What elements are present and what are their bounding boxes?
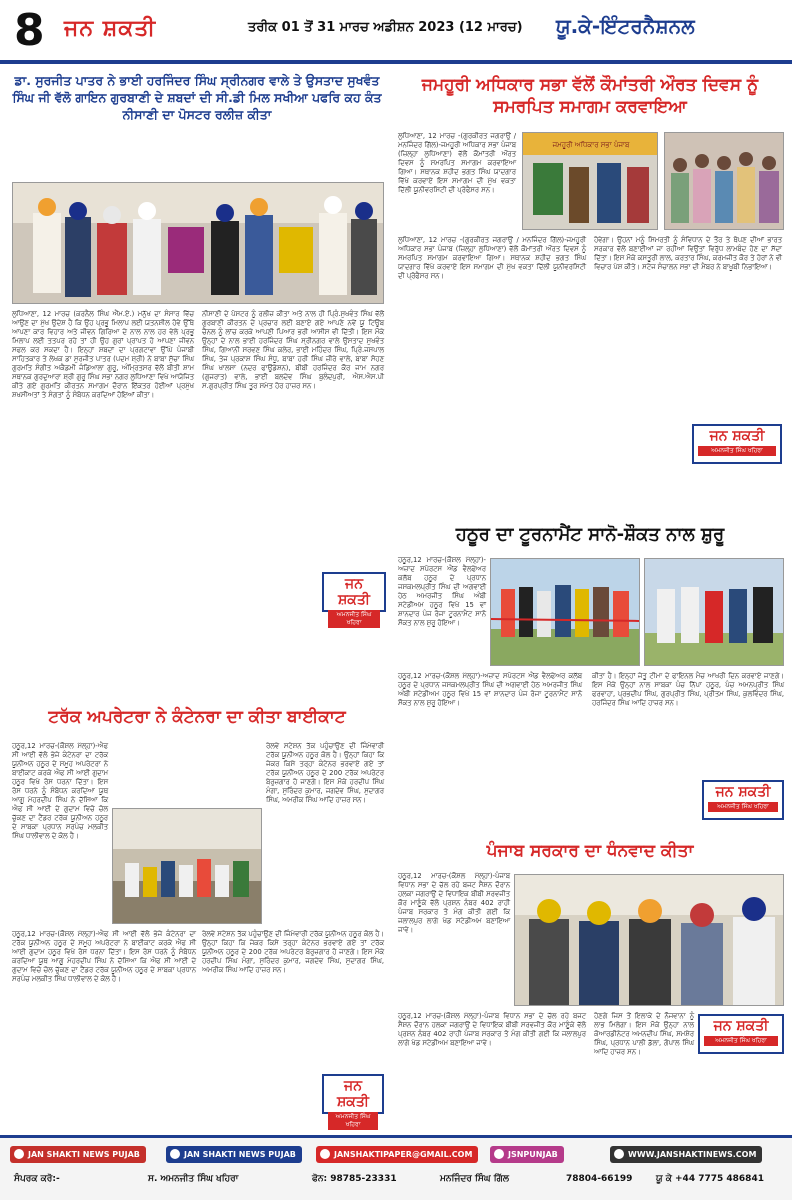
footer-youtube[interactable]: JAN SHAKTI NEWS PUJAB: [10, 1146, 146, 1163]
story-4-body-col-3: ਹਠੂਰ,12 ਮਾਰਚ-(ਕੌਸ਼ਲ ਮੱਲ੍ਹਾ)-ਐਫ ਸੀ ਆਈ ਵੱਲੋ ਭੇਜੇ ਕੰਟੇਨਰਾ ਦਾ ਟਰੱਕ ਯੂਨੀਅਨ ਹਠੂਰ ਦੇ ਸਮੂਹ ਅਪਰੇਟਰਾ ਨੇ ਬਾਈਕਾਟ ਕਰਕੇ ਐਫ ਸੀ ਆਈ ਗੁਦਾਮ ਹਠੂਰ ਵਿਖੇ ਰੋਸ ਧਰਨਾ ਦਿੱਤਾ। ਇਸ ਰੋਸ ਧਰਨੇ ਨੂੰ ਸੰਬੋਧਨ ਕਰਦਿਆ ਯੂਥ ਆਗੂ ਮੇਹਰਦੀਪ ਸਿੰਘ ਨੇ ਦੱਸਿਆ ਕਿ ਐਫ ਸੀ ਆਈ ਦੇ ਗੁਦਾਮ ਵਿਚੋ ਚੋਲ ਚੁੱਕਣ ਦਾ ਟੈਂਡਰ ਟਰੱਕ ਯੂਨੀਅਨ ਹਠੂਰ ਦੇ ਸਾਬਕਾ ਪ੍ਰਧਾਨ ਸਰਪੰਚ ਮਲਕੀਤ ਸਿੰਘ ਧਾਲੀਵਾਲ ਦੇ ਕੋਲ ਹੈ।: [12, 930, 196, 983]
story-4-headline: ਟਰੱਕ ਅਪਰੇਟਰਾ ਨੇ ਕੰਟੇਨਰਾ ਦਾ ਕੀਤਾ ਬਾਈਕਾਟ: [48, 707, 346, 727]
story-1-body-col-2: ਨੀਸਾਣੀ ਦੇ ਪੋਸਟਰ ਨੂੰ ਰਲੀਜ਼ ਕੀਤਾ ਅਤੇ ਨਾਲ ਹੀ ਪ੍ਰਿੰ.ਸੁਖਵੰਤ ਸਿੰਘ ਵੱਲੋਂ ਗੁਰਬਾਣੀ ਕੀਰਤਨ ਦੇ ਪ੍ਰਚਾਰ ਲਈ ਬਣਾਏ ਗਏ ਆਪਣੇ ਨਵੇਂ ਯੂ ਟਿਊਬ ਚੈਨਲ ਨੂੰ ਲਾਂਚ ਕਰਕੇ ਆਪਣੀ ਪਿਆਰ ਭਰੀ ਆਸੀਸ ਵੀ ਦਿੱਤੀ। ਇਸ ਮੌਕੇ ਉਨ੍ਹਾਂ ਦੇ ਨਾਲ ਭਾਈ ਹਰਜਿੰਦਰ ਸਿੰਘ ਸ੍ਰੀਨਗਰ ਵਾਲੇ ਉਸਤਾਦ ਸੁਖਵੰਤ ਸਿੰਘ, ਗਿਆਨੀ ਸਰਵਣ ਸਿੰਘ ਕਲੇਰ, ਭਾਈ ਮਹਿੰਦਰ ਸਿੰਘ, ਪ੍ਰਿੰ.ਜਸਪਾਲ ਸਿੰਘ, ਤੇਜ ਪ੍ਰਕਾਸ਼ ਸਿੰਘ ਸੰਧੂ, ਬਾਬਾ ਹਰੀ ਸਿੰਘ ਜ਼ੀਰੇ ਵਾਲੇ, ਬਾਬਾ ਸੋਹਣ ਸਿੰਘ ਖਾਲਸਾ (ਨਦਰ ਫਾਊਂਡੇਸ਼ਨ), ਬੀਬੀ ਹਰਜਿੰਦਰ ਕੌਰ ਜਾਮ ਨਗਰ (ਗੁਜਰਾਤ) ਵਾਲੇ, ਭਾਈ ਬਲਦੇਵ ਸਿੰਘ ਬੁਲੰਦਪੁਰੀ, ਐਸ.ਐਸ.ਪੀ ਸ.ਗੁਰਪ੍ਰੀਤ ਸਿੰਘ ਤੂਰ ਸਮੇਤ ਹੋਰ ਹਾਜ਼ਰ ਸਨ।: [202, 310, 384, 390]
edition-dateline: ਤਰੀਕ 01 ਤੋਂ 31 ਮਾਰਚ ਅਡੀਸ਼ਨ 2023 (12 ਮਾਰਚ): [248, 20, 523, 35]
footer-uk-phone: ਯੂ ਕੇ +44 7775 486841: [656, 1174, 764, 1184]
email-icon: [320, 1149, 330, 1159]
svg-text:ਜਮਹੂਰੀ ਅਧਿਕਾਰ ਸਭਾ ਪੰਜਾਬ: ਜਮਹੂਰੀ ਅਧਿਕਾਰ ਸਭਾ ਪੰਜਾਬ: [552, 141, 630, 149]
story-4-body-col-4: ਰੇਲਵੇ ਸਟੇਸ਼ਨ ਤੱਕ ਪਹੁੰਚਾਉਣ ਦੀ ਜਿੰਮੇਵਾਰੀ ਟਰੱਕ ਯੂਨੀਅਨ ਹਠੂਰ ਕੋਲ ਹੈ। ਉਨ੍ਹਾਂ ਕਿਹਾ ਕਿ ਜੇਕਰ ਕਿਸੇ ਤਰ੍ਹਾ ਕੰਟੇਨਰ ਭਰਵਾਏ ਗਏ ਤਾਂ ਟਰੱਕ ਯੂਨੀਅਨ ਹਠੂਰ ਦੇ 200 ਟਰੱਕ ਅਪਰੇਟਰ ਬੇਰੁਜ਼ਗਾਰ ਹੋ ਜਾਣਗੇ। ਇਸ ਮੌਕੇ ਹਰਦੀਪ ਸਿੰਘ ਮੰਗਾ, ਸੁਰਿੰਦਰ ਕੁਮਾਰ, ਜਗਦੇਵ ਸਿੰਘ, ਸੁਦਾਗਰ ਸਿੰਘ, ਅਮਰੀਕ ਸਿੰਘ ਆਦਿ ਹਾਜ਼ਰ ਸਨ।: [202, 930, 384, 974]
story-patar-cd-release: [10, 72, 384, 123]
story-5-headline: ਪੰਜਾਬ ਸਰਕਾਰ ਦਾ ਧੰਨਵਾਦ ਕੀਤਾ: [486, 841, 694, 861]
story-3-body-col-2: ਹਠੂਰ,12 ਮਾਰਚ-(ਕੌਸ਼ਲ ਮੱਲ੍ਹਾ)-ਅਜ਼ਾਦ ਸਪੋਰਟਸ ਐਂਡ ਵੈਲਫੇਅਰ ਕਲੱਬ ਹਠੂਰ ਦੇ ਪ੍ਰਧਾਨ ਜਸਕਮਲਪ੍ਰੀਤ ਸਿੰਘ ਦੀ ਅਗਵਾਈ ਹੇਠ ਅਮਰਜੀਤ ਸਿੰਘ ਅੰਬੀ ਸਟੇਡੀਅਮ ਹਠੂਰ ਵਿਖੇ 15 ਵਾਂ ਸ਼ਾਨਦਾਰ ਪੰਜ ਰੋਜਾ ਟੂਰਨਾਮੈਂਟ ਸਾਨੋ ਸੌਕਤ ਨਾਲ ਸ਼ੁਰੂ ਹੋਇਆ।: [398, 672, 582, 707]
event-photo-women-seminar: [522, 132, 658, 230]
story-3-body-col-1: ਹਠੂਰ,12 ਮਾਰਚ-(ਕੌਸ਼ਲ ਮੱਲ੍ਹਾ)-ਅਜ਼ਾਦ ਸਪੋਰਟਸ ਐਂਡ ਵੈਲਫੇਅਰ ਕਲੱਬ ਹਠੂਰ ਦੇ ਪ੍ਰਧਾਨ ਜਸਕਮਲਪ੍ਰੀਤ ਸਿੰਘ ਦੀ ਅਗਵਾਈ ਹੇਠ ਅਮਰਜੀਤ ਸਿੰਘ ਅੰਬੀ ਸਟੇਡੀਅਮ ਹਠੂਰ ਵਿਖੇ 15 ਵਾਂ ਸ਼ਾਨਦਾਰ ਪੰਜ ਰੋਜਾ ਟੂਰਨਾਮੈਂਟ ਸਾਨੋ ਸੌਕਤ ਨਾਲ ਸ਼ੁਰੂ ਹੋਇਆ।: [398, 556, 486, 627]
event-photo-tournament-2: [644, 558, 784, 666]
story-punjab-thanks: [398, 840, 782, 862]
youtube-icon: [14, 1149, 24, 1159]
jan-shakti-badge-5: ਜਨ ਸ਼ਕਤੀ ਅਮਨਜੀਤ ਸਿੰਘ ਖਹਿਰਾ: [698, 1014, 784, 1054]
event-photo-tournament: [490, 558, 640, 666]
event-photo-truck-protest: [112, 808, 262, 924]
jan-shakti-badge-2: ਜਨ ਸ਼ਕਤੀ ਅਮਨਜੀਤ ਸਿੰਘ ਖਹਿਰਾ: [692, 424, 782, 464]
story-2-body-col-2: ਲੁਧਿਆਣਾ, 12 ਮਾਰਚ -(ਗੁਰਕੀਰਤ ਜਗਰਾਉਂ / ਮਨਜਿੰਦਰ ਗਿੱਲ)-ਜਮਹੂਰੀ ਅਧਿਕਾਰ ਸਭਾ ਪੰਜਾਬ (ਜ਼ਿਲ੍ਹਾ ਲੁਧਿਆਣਾ) ਵੱਲੋਂ ਕੌਮਾਂਤਰੀ ਔਰਤ ਦਿਵਸ ਨੂੰ ਸਮਰਪਿਤ ਸਮਾਗਮ ਕਰਵਾਇਆ ਗਿਆ। ਸਥਾਨਕ ਸ਼ਹੀਦ ਭਗਤ ਸਿੰਘ ਯਾਦਗਾਰ ਵਿੱਖੇ ਕਰਵਾਏ ਇਸ ਸਮਾਗਮ ਦੀ ਮੁੱਖ ਵਕਤਾ ਦਿੱਲੀ ਯੂਨੀਵਰਸਿਟੀ ਦੀ ਪ੍ਰੋਫੈਸਰ ਸਨ।: [398, 236, 586, 280]
section-title: ਯੂ.ਕੇ-ਇੰਟਰਨੈਸ਼ਨਲ: [556, 14, 695, 38]
footer-email[interactable]: JANSHAKTIPAPER@GMAIL.COM: [316, 1146, 478, 1163]
jan-shakti-badge-3: ਜਨ ਸ਼ਕਤੀ ਅਮਨਜੀਤ ਸਿੰਘ ਖਹਿਰਾ: [702, 780, 784, 820]
event-photo-punjab-thanks: [514, 874, 784, 1006]
globe-icon: [614, 1149, 624, 1159]
footer-phone-2: 78804-66199: [566, 1174, 633, 1184]
story-4-body-col-2: ਰੇਲਵੇ ਸਟੇਸ਼ਨ ਤੱਕ ਪਹੁੰਚਾਉਣ ਦੀ ਜਿੰਮੇਵਾਰੀ ਟਰੱਕ ਯੂਨੀਅਨ ਹਠੂਰ ਕੋਲ ਹੈ। ਉਨ੍ਹਾਂ ਕਿਹਾ ਕਿ ਜੇਕਰ ਕਿਸੇ ਤਰ੍ਹਾ ਕੰਟੇਨਰ ਭਰਵਾਏ ਗਏ ਤਾਂ ਟਰੱਕ ਯੂਨੀਅਨ ਹਠੂਰ ਦੇ 200 ਟਰੱਕ ਅਪਰੇਟਰ ਬੇਰੁਜ਼ਗਾਰ ਹੋ ਜਾਣਗੇ। ਇਸ ਮੌਕੇ ਹਰਦੀਪ ਸਿੰਘ ਮੰਗਾ, ਸੁਰਿੰਦਰ ਕੁਮਾਰ, ਜਗਦੇਵ ਸਿੰਘ, ਸੁਦਾਗਰ ਸਿੰਘ, ਅਮਰੀਕ ਸਿੰਘ ਆਦਿ ਹਾਜ਼ਰ ਸਨ।: [266, 742, 384, 804]
story-1-body-col-1: ਲੁਧਿਆਣਾ, 12 ਮਾਰਚ (ਕਰਨੈਲ ਸਿੰਘ ਐੱਮ.ਏ.) ਮਨੁੱਖ ਦਾ ਸੰਸਾਰ ਵਿੱਚ ਆਉਣ ਦਾ ਮੁੱਖ ਉਦੇਸ਼ ਹੈ ਕਿ ਉਹ ਪ੍ਰਭੂ ਮਿਲਾਪ ਲਈ ਯਤਨਸ਼ੀਲ ਹੋਵੇ ਉੱਥੇ ਆਪਣਾ ਕਾਰ ਵਿਹਾਰ ਅਤੇ ਜੀਵਨ ਗਿਰਿਆ ਦੇ ਨਾਲ ਨਾਲ ਹਰ ਵੇਲੇ ਪ੍ਰਭੂ ਮਿਲਾਪ ਲਈ ਤਤਪਰ ਰਹੇ ਤਾਂ ਹੀ ਉਹ ਗੁਰਾਂ ਪ੍ਰਾਪਤ ਹੋ ਆਪਣਾ ਜੀਵਨ ਸਫਲ ਕਰ ਸਕਦਾ ਹੈ। ਇਨ੍ਹਾਂ ਸ਼ਬਦਾਂ ਦਾ ਪ੍ਰਗਟਾਵਾ ਉੱਘੇ ਪੰਜਾਬੀ ਸਾਹਿਤਕਾਰ ਤੇ ਲੇਖਕ ਡਾ ਸੁਰਜੀਤ ਪਾਤਰ (ਪਦਮ ਸ਼੍ਰੀ) ਨੇ ਬਾਬਾ ਸੁੱਚਾ ਸਿੰਘ ਗੁਰਮਤਿ ਸੰਗੀਤ ਅਕੈਡਮੀ ਜੰਡਿਆਲਾ ਗੁਰੂ, ਅੰਮ੍ਰਿਤਸਰ ਵੱਲੋਂ ਬੀਤੀ ਸ਼ਾਮ ਸਥਾਨਕ ਗੁਰਦੁਆਰਾ ਸ਼੍ਰੀ ਗੁਰੂ ਸਿੰਘ ਸਭਾ ਨਗਰ ਲੁਧਿਆਣਾ ਵਿਖੇ ਆਯੋਜਿਤ ਕੀਤੇ ਗਏ ਗੁਰਮਤਿ ਕੀਰਤਨ ਸਮਾਗਮ ਦੌਰਾਨ ਇੱਕਤਰ ਹੋਈਆਂ ਪ੍ਰਮੁੱਖ ਸ਼ਖਸੀਅਤਾਂ ਤੇ ਸੰਗਤਾਂ ਨੂੰ ਸੰਬੋਧਨ ਕਰਦਿਆਂ ਹੋਇਆਂ ਕੀਤਾ।: [12, 310, 194, 399]
story-2-body-col-3: ਹੋਵੇਗਾ। ਉਹਨਾਂ ਮਨੂੰ ਸਿਮਰਤੀ ਨੂੰ ਸੰਵਿਧਾਨ ਦੇ ਤੌਰ ਤੇ ਥੋਪਣ ਦੀਆਂ ਭਾਰਤ ਸਰਕਾਰ ਵੱਲੋਂ ਬਣਾਈਆਂ ਜਾ ਰਹੀਆਂ ਵਿਉਂਤਾਂ ਵਿਰੁੱਧ ਲਾਮਬੰਦ ਹੋਣ ਦਾ ਸੱਦਾ ਦਿੱਤਾ। ਇਸ ਮੌਕੇ ਕਸਤੂਰੀ ਲਾਲ, ਕਰਤਾਰ ਸਿੰਘ, ਕਰਮਜੀਤ ਕੌਰ ਤੇ ਹੋਰਾਂ ਨੇ ਵੀ ਵਿਚਾਰ ਪੇਸ਼ ਕੀਤੇ। ਸਟੇਜ ਸੰਚਾਲਨ ਸਭਾ ਦੀ ਮੈਂਬਰ ਨੇ ਬਾਖੂਬੀ ਨਿਭਾਇਆ।: [594, 236, 782, 271]
event-photo-women-audience: [664, 132, 784, 230]
story-5-body-col-1: ਹਠੂਰ,12 ਮਾਰਚ-(ਕੌਸ਼ਲ ਮੱਲ੍ਹਾ)-ਪੰਜਾਬ ਵਿਧਾਨ ਸਭਾ ਦੇ ਚੱਲ ਰਹੇ ਬਜਟ ਸੈਸ਼ਨ ਦੌਰਾਨ ਹਲਕਾ ਜਗਰਾਉਂ ਦੇ ਵਿਧਾਇਕ ਬੀਬੀ ਸਰਵਜੀਤ ਕੌਰ ਮਾਣੂੰਕੇ ਵੱਲੋ ਪ੍ਰਸ਼ਨ ਨੰਬਰ 402 ਰਾਹੀ ਪੰਜਾਬ ਸਰਕਾਰ ਤੋ ਮੰਗ ਕੀਤੀ ਗਈ ਕਿ ਜਲਾਲਪੁਰ ਲਾਗੇ ਖੇਡ ਸਟੇਡੀਅਮ ਬਣਾਇਆ ਜਾਵੇ।: [398, 872, 510, 934]
story-5-body-col-2: ਹਠੂਰ,12 ਮਾਰਚ-(ਕੌਸ਼ਲ ਮੱਲ੍ਹਾ)-ਪੰਜਾਬ ਵਿਧਾਨ ਸਭਾ ਦੇ ਚੱਲ ਰਹੇ ਬਜਟ ਸੈਸ਼ਨ ਦੌਰਾਨ ਹਲਕਾ ਜਗਰਾਉਂ ਦੇ ਵਿਧਾਇਕ ਬੀਬੀ ਸਰਵਜੀਤ ਕੌਰ ਮਾਣੂੰਕੇ ਵੱਲੋ ਪ੍ਰਸ਼ਨ ਨੰਬਰ 402 ਰਾਹੀ ਪੰਜਾਬ ਸਰਕਾਰ ਤੋ ਮੰਗ ਕੀਤੀ ਗਈ ਕਿ ਜਲਾਲਪੁਰ ਲਾਗੇ ਖੇਡ ਸਟੇਡੀਅਮ ਬਣਾਇਆ ਜਾਵੇ।: [398, 1012, 586, 1047]
facebook-icon: [170, 1149, 180, 1159]
story-1-headline: ਡਾ. ਸੁਰਜੀਤ ਪਾਤਰ ਨੇ ਭਾਈ ਹਰਜਿੰਦਰ ਸਿੰਘ ਸ੍ਰੀਨਗਰ ਵਾਲੇ ਤੇ ਉਸਤਾਦ ਸੁਖਵੰਤ ਸਿੰਘ ਜੀ ਵੱਲੋ ਗਾਇਨ ਗੁਰਬਾਣੀ ਦੇ ਸ਼ਬਦਾਂ ਦੀ ਸੀ.ਡੀ ਮਿਲ ਸਖੀਆ ਪਫਰਿ ਕਹ ਕੰਤ ਨੀਸਾਣੀ ਦਾ ਪੋਸਟਰ ਰਲੀਜ਼ ਕੀਤਾ: [12, 73, 382, 122]
instagram-icon: [494, 1149, 504, 1159]
story-3-headline: ਹਠੂਰ ਦਾ ਟੂਰਨਾਮੈਂਟ ਸਾਨੋ-ਸ਼ੌਕਤ ਨਾਲ ਸ਼ੁਰੂ: [455, 524, 725, 545]
page-footer: [0, 1135, 792, 1200]
footer-facebook[interactable]: JAN SHAKTI NEWS PUJAB: [166, 1146, 302, 1163]
story-2-headline: ਜਮਹੂਰੀ ਅਧਿਕਾਰ ਸਭਾ ਵੱਲੋਂ ਕੌਮਾਂਤਰੀ ਔਰਤ ਦਿਵਸ ਨੂੰ ਸਮਰਪਿਤ ਸਮਾਗਮ ਕਰਵਾਇਆ: [421, 75, 759, 117]
story-truck-boycott: [10, 706, 384, 728]
jan-shakti-badge-4: ਜਨ ਸ਼ਕਤੀ ਅਮਨਜੀਤ ਸਿੰਘ ਖਹਿਰਾ: [322, 1074, 384, 1114]
masthead-logo: ਜਨ ਸ਼ਕਤੀ: [64, 16, 157, 41]
story-3-body-col-3: ਕੀਤਾ ਹੈ। ਇਨ੍ਹਾਂ ਜੇਤੂ ਟੀਮਾ ਦੇ ਫਾਇਨਲ ਮੈਚ ਆਖਰੀ ਦਿਨ ਕਰਵਾਏ ਜਾਣਗੇ। ਇਸ ਮੌਕੇ ਉਨ੍ਹਾਂ ਨਾਲ ਸਾਬਕਾ ਪੰਚ ਨਿੱਪਾ ਹਠੂਰ, ਪੰਚ ਅਮਨਪ੍ਰੀਤ ਸਿੰਘ ਫਰਵਾਹਾ, ਪ੍ਰਭਦੀਪ ਸਿੰਘ, ਗੁਰਪ੍ਰੀਤ ਸਿੰਘ, ਪ੍ਰੀਤਮ ਸਿੰਘ, ਕੁਲਵਿੰਦਰ ਸਿੰਘ, ਹਰਜਿੰਦਰ ਸਿੰਘ ਆਦਿ ਹਾਜ਼ਰ ਸਨ।: [592, 672, 784, 707]
jan-shakti-badge: ਜਨ ਸ਼ਕਤੀ ਅਮਨਜੀਤ ਸਿੰਘ ਖਹਿਰਾ: [322, 572, 386, 612]
footer-contact-label: ਸੰਪਰਕ ਕਰੋ:-: [14, 1174, 60, 1184]
footer-website[interactable]: WWW.JANSHAKTINEWS.COM: [610, 1146, 762, 1163]
page-number: 8: [14, 5, 45, 56]
story-tournament: [398, 524, 782, 546]
footer-editor-2: ਮਨਜਿੰਦਰ ਸਿੰਘ ਗਿੱਲ: [440, 1174, 509, 1184]
footer-editor: ਸ. ਅਮਨਜੀਤ ਸਿੰਘ ਖਹਿਰਾ: [148, 1174, 239, 1184]
story-womens-day: [398, 74, 782, 118]
footer-instagram[interactable]: JSNPUNJAB: [490, 1146, 564, 1163]
event-photo-poster-release: [12, 182, 384, 304]
story-2-body-col-1: ਲੁਧਿਆਣਾ, 12 ਮਾਰਚ -(ਗੁਰਕੀਰਤ ਜਗਰਾਉਂ / ਮਨਜਿੰਦਰ ਗਿੱਲ)-ਜਮਹੂਰੀ ਅਧਿਕਾਰ ਸਭਾ ਪੰਜਾਬ (ਜ਼ਿਲ੍ਹਾ ਲੁਧਿਆਣਾ) ਵੱਲੋਂ ਕੌਮਾਂਤਰੀ ਔਰਤ ਦਿਵਸ ਨੂੰ ਸਮਰਪਿਤ ਸਮਾਗਮ ਕਰਵਾਇਆ ਗਿਆ। ਸਥਾਨਕ ਸ਼ਹੀਦ ਭਗਤ ਸਿੰਘ ਯਾਦਗਾਰ ਵਿੱਖੇ ਕਰਵਾਏ ਇਸ ਸਮਾਗਮ ਦੀ ਮੁੱਖ ਵਕਤਾ ਦਿੱਲੀ ਯੂਨੀਵਰਸਿਟੀ ਦੀ ਪ੍ਰੋਫੈਸਰ ਸਨ।: [398, 132, 516, 194]
story-4-body-col-1: ਹਠੂਰ,12 ਮਾਰਚ-(ਕੌਸ਼ਲ ਮੱਲ੍ਹਾ)-ਐਫ ਸੀ ਆਈ ਵੱਲੋ ਭੇਜੇ ਕੰਟੇਨਰਾ ਦਾ ਟਰੱਕ ਯੂਨੀਅਨ ਹਠੂਰ ਦੇ ਸਮੂਹ ਅਪਰੇਟਰਾ ਨੇ ਬਾਈਕਾਟ ਕਰਕੇ ਐਫ ਸੀ ਆਈ ਗੁਦਾਮ ਹਠੂਰ ਵਿਖੇ ਰੋਸ ਧਰਨਾ ਦਿੱਤਾ। ਇਸ ਰੋਸ ਧਰਨੇ ਨੂੰ ਸੰਬੋਧਨ ਕਰਦਿਆ ਯੂਥ ਆਗੂ ਮੇਹਰਦੀਪ ਸਿੰਘ ਨੇ ਦੱਸਿਆ ਕਿ ਐਫ ਸੀ ਆਈ ਦੇ ਗੁਦਾਮ ਵਿਚੋ ਚੋਲ ਚੁੱਕਣ ਦਾ ਟੈਂਡਰ ਟਰੱਕ ਯੂਨੀਅਨ ਹਠੂਰ ਦੇ ਸਾਬਕਾ ਪ੍ਰਧਾਨ ਸਰਪੰਚ ਮਲਕੀਤ ਸਿੰਘ ਧਾਲੀਵਾਲ ਦੇ ਕੋਲ ਹੈ।: [12, 742, 108, 840]
story-5-body-col-3: ਹੋਣਗੇ ਜਿਸ ਤੋਂ ਇਲਾਕੇ ਦੇ ਨੌਜਵਾਨਾ ਨੂੰ ਲਾਭ ਮਿਲੇਗਾ। ਇਸ ਮੌਕੇ ਉਨ੍ਹਾ ਨਾਲ ਕੋਆਰਡੀਨੇਟਰ ਅਮਨਦੀਪ ਸਿੰਘ, ਸਮਸ਼ੇਰ ਸਿੰਘ, ਪ੍ਰਧਾਨ ਪਾਲੀ ਡੱਲਾ, ਗੋਪਾਲ ਸਿੰਘ ਆਦਿ ਹਾਜ਼ਰ ਸਨ।: [594, 1012, 694, 1056]
footer-phone: ਫੋਨ: 98785-23331: [312, 1174, 397, 1184]
page-header: [0, 0, 792, 64]
